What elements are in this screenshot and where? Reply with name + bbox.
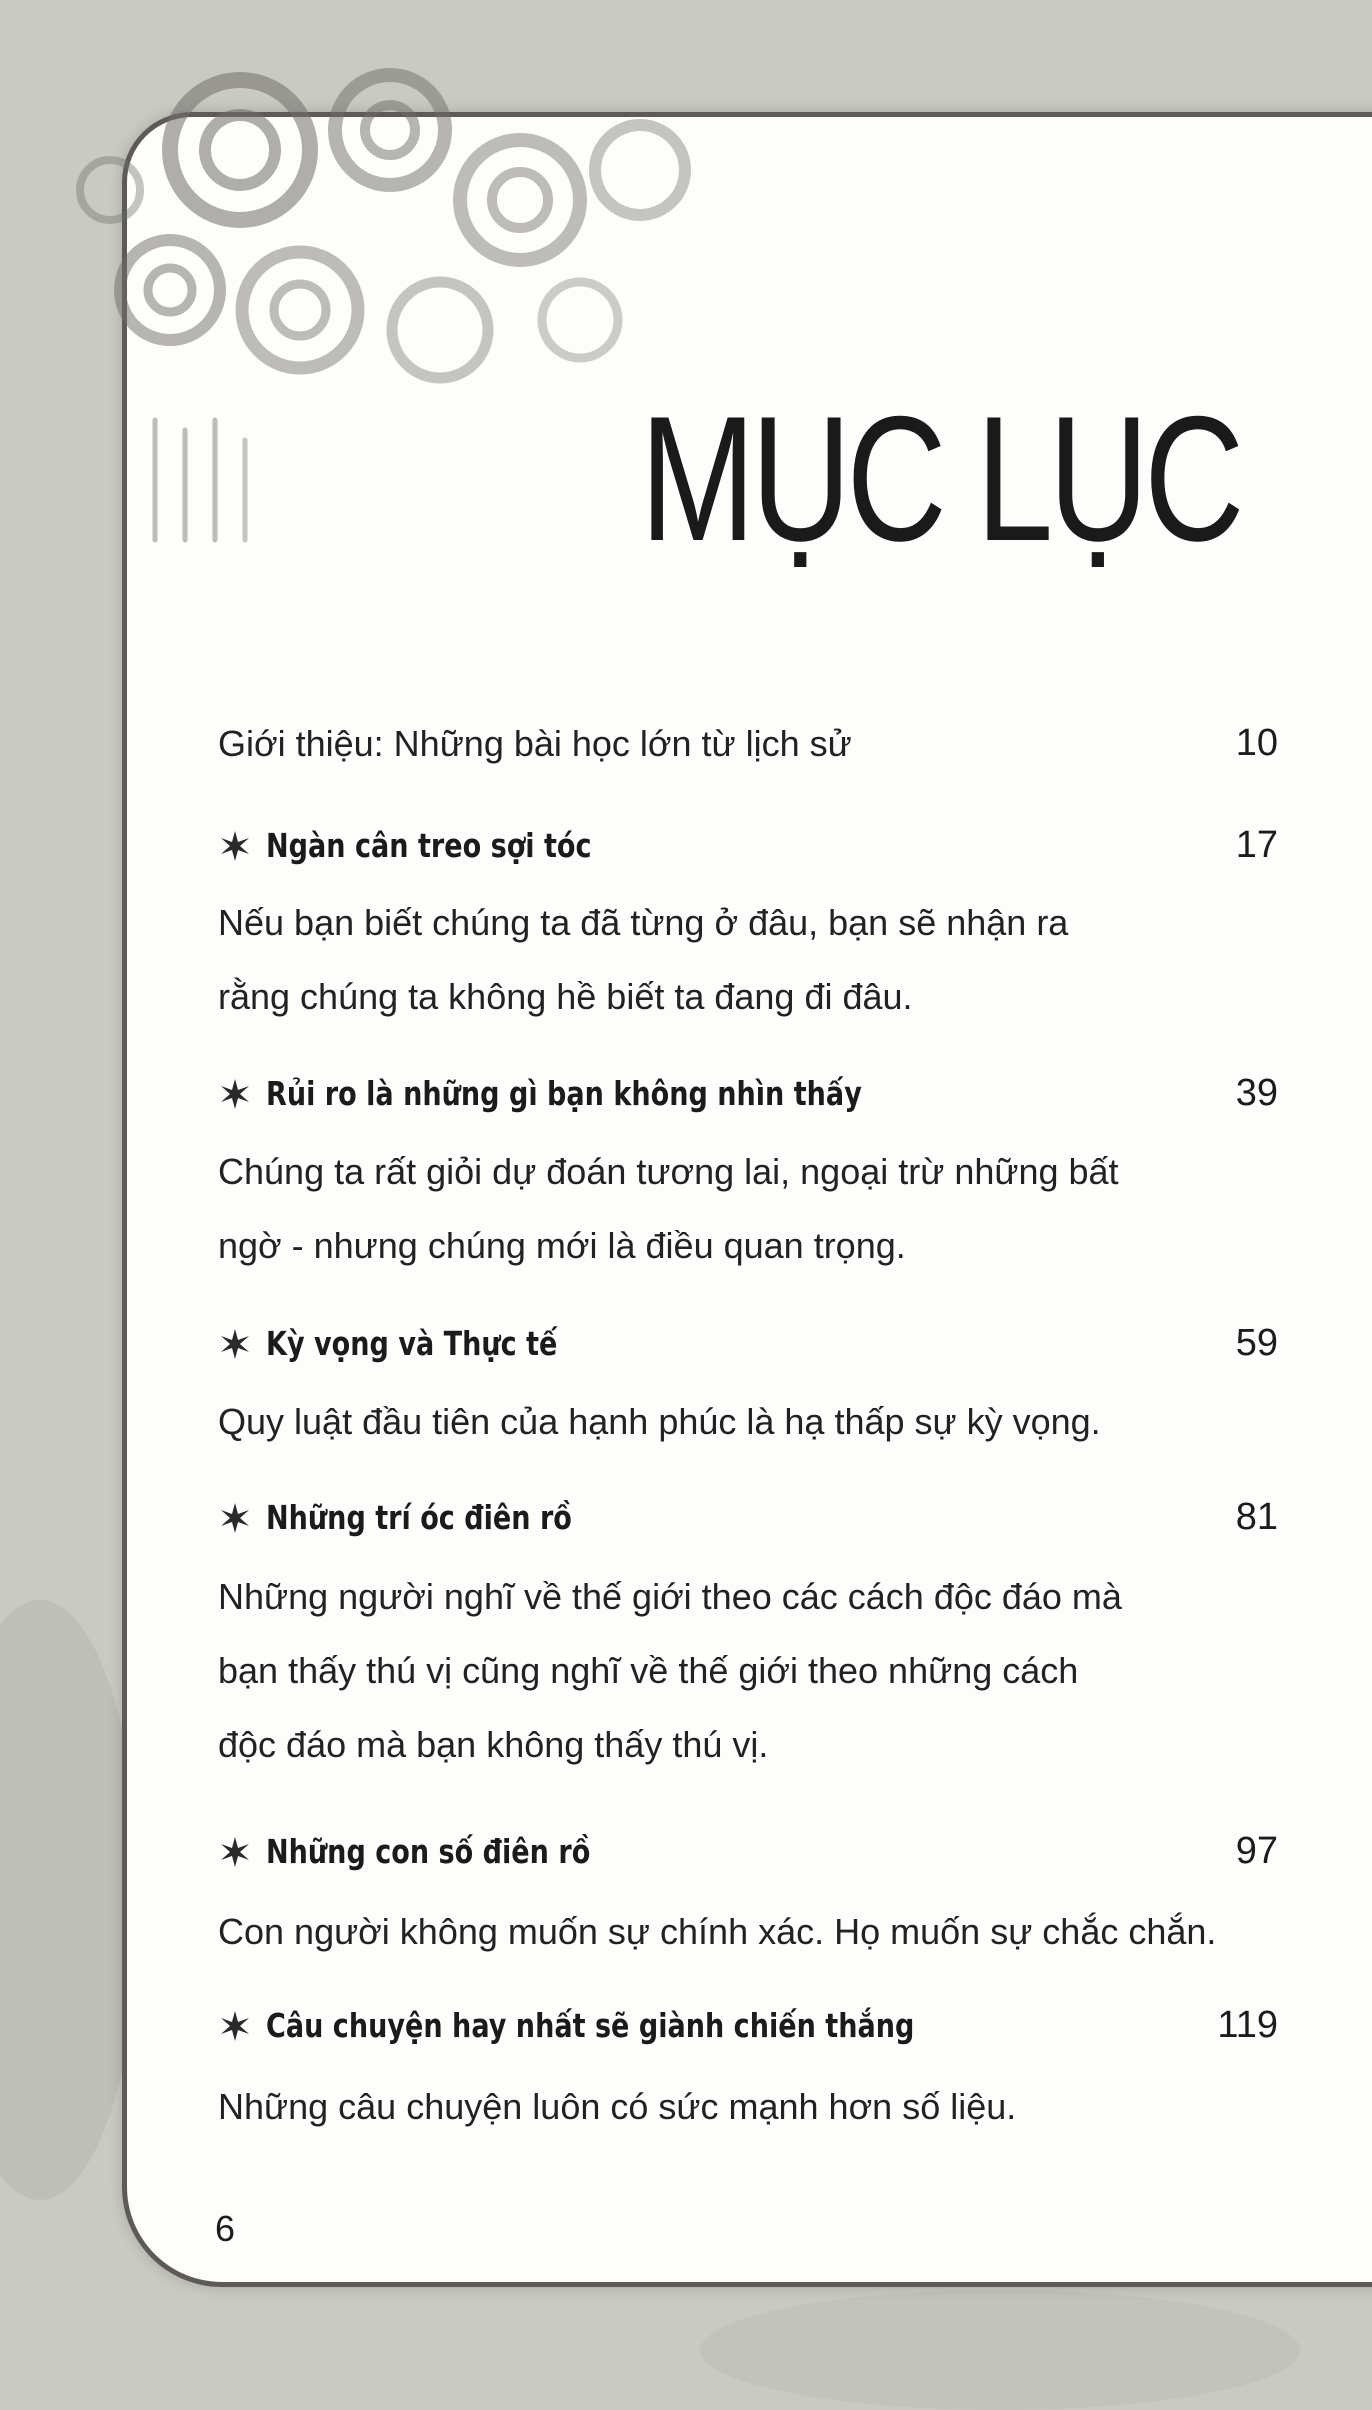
toc-chapter-5[interactable] [218, 1830, 1278, 1873]
toc-chapter-6[interactable] [218, 2004, 1278, 2047]
chapter-description [218, 1895, 1218, 1969]
toc-intro-label: Giới thiệu: Những bài học lớn từ lịch sử [218, 722, 852, 764]
sparkle-bullet-icon [218, 2009, 252, 2043]
chapter-title: Kỳ vọng và Thực tế [266, 1324, 558, 1363]
description-line: Những người nghĩ về thế giới theo các cách độc đáo mà [218, 1576, 1122, 1617]
sparkle-bullet-icon [218, 1077, 252, 1111]
page-title: MỤC LỤC [640, 379, 1240, 578]
description-line: Quy luật đầu tiên của hạnh phúc là hạ thấp sự kỳ vọng. [218, 1401, 1101, 1442]
description-line: Con người không muốn sự chính xác. Họ muốn sự chắc chắn. [218, 1911, 1217, 1952]
chapter-page: 59 [1235, 1322, 1278, 1364]
toc-chapter-1[interactable] [218, 824, 1278, 867]
chapter-title: Câu chuyện hay nhất sẽ giành chiến thắng [266, 2006, 915, 2045]
toc-chapter-2[interactable] [218, 1072, 1278, 1115]
sparkle-bullet-icon [218, 1835, 252, 1869]
chapter-page: 17 [1235, 824, 1278, 866]
chapter-description [218, 1560, 1218, 1782]
background-texture [700, 2290, 1300, 2410]
chapter-title: Rủi ro là những gì bạn không nhìn thấy [266, 1074, 862, 1113]
chapter-title: Những con số điên rồ [266, 1832, 591, 1871]
description-line: độc đáo mà bạn không thấy thú vị. [218, 1724, 769, 1765]
chapter-page: 39 [1235, 1072, 1278, 1114]
description-line: ngờ - nhưng chúng mới là điều quan trọng. [218, 1225, 906, 1266]
sparkle-bullet-icon [218, 1327, 252, 1361]
chapter-description [218, 1135, 1218, 1283]
chapter-title: Ngàn cân treo sợi tóc [266, 826, 592, 865]
chapter-page: 119 [1217, 2004, 1278, 2046]
toc-intro-page: 10 [1235, 722, 1278, 764]
toc-chapter-3[interactable] [218, 1322, 1278, 1365]
chapter-page: 97 [1235, 1830, 1278, 1872]
sparkle-bullet-icon [218, 1501, 252, 1535]
description-line: bạn thấy thú vị cũng nghĩ về thế giới theo những cách [218, 1650, 1079, 1691]
chapter-page: 81 [1235, 1496, 1278, 1538]
description-line: rằng chúng ta không hề biết ta đang đi đâu. [218, 976, 913, 1017]
page-number: 6 [215, 2208, 236, 2249]
sparkle-bullet-icon [218, 829, 252, 863]
description-line: Những câu chuyện luôn có sức mạnh hơn số liệu. [218, 2086, 1017, 2127]
chapter-description [218, 1385, 1218, 1459]
toc-intro[interactable] [218, 722, 1278, 765]
description-line: Chúng ta rất giỏi dự đoán tương lai, ngoại trừ những bất [218, 1151, 1119, 1192]
chapter-description [218, 2070, 1218, 2144]
description-line: Nếu bạn biết chúng ta đã từng ở đâu, bạn sẽ nhận ra [218, 902, 1069, 943]
background-texture [0, 1600, 140, 2200]
chapter-description [218, 886, 1218, 1034]
toc-chapter-4[interactable] [218, 1496, 1278, 1539]
chapter-title: Những trí óc điên rồ [266, 1498, 572, 1537]
